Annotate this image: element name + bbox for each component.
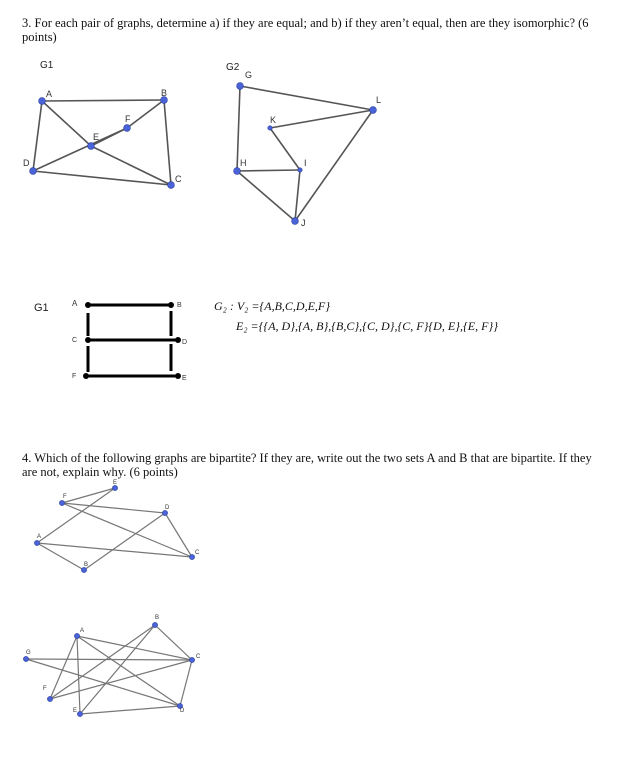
edge-d-c	[165, 513, 192, 557]
edge-k-i	[270, 128, 300, 170]
vertex-label: F	[43, 686, 47, 692]
graph-q4-1	[34, 480, 200, 573]
vertex-label: I	[304, 158, 307, 168]
vertex-f	[83, 373, 89, 379]
vertex-d	[30, 168, 37, 175]
graph-q4-2	[23, 615, 201, 717]
vertex-f	[124, 125, 131, 132]
vertex-label: K	[270, 115, 277, 125]
vertex-g	[237, 83, 244, 90]
vertex-b	[168, 302, 174, 308]
edge-h-j	[237, 171, 295, 221]
vertex-d	[162, 510, 167, 515]
vertex-i	[298, 168, 302, 172]
vertex-c	[168, 182, 175, 189]
edge-e-c	[91, 146, 171, 185]
vertex-g	[23, 656, 28, 661]
edge-l-j	[295, 110, 373, 221]
vertex-label: F	[63, 494, 67, 500]
vertex-e	[88, 143, 95, 150]
vertex-f	[59, 500, 64, 505]
vertex-label: E	[73, 708, 78, 714]
vertex-e	[112, 485, 117, 490]
vertex-label: L	[376, 95, 382, 105]
vertex-c	[85, 337, 91, 343]
edge-b-c	[164, 100, 171, 185]
vertex-c	[189, 657, 194, 662]
vertex-b	[152, 622, 157, 627]
vertex-label: A	[80, 628, 85, 634]
graph-g1-pair1	[23, 88, 182, 188]
edge-b-c	[155, 625, 192, 660]
vertex-label: D	[165, 505, 170, 511]
vertex-label: G	[26, 650, 31, 656]
vertex-label: E	[113, 480, 118, 486]
vertex-set-v2: G₂ : V₂ ={A,B,C,D,E,F}	[214, 299, 331, 313]
edge-d-b	[84, 513, 165, 570]
vertex-label: A	[72, 299, 78, 308]
vertex-label: G	[245, 70, 253, 80]
edge-a-c	[37, 543, 192, 557]
vertex-l	[370, 107, 377, 114]
vertex-label: F	[72, 373, 77, 380]
edge-f-b	[127, 100, 164, 128]
edge-g-l	[240, 86, 373, 110]
vertex-label: A	[37, 534, 42, 540]
edge-a-e	[42, 101, 91, 146]
vertex-label: B	[155, 615, 160, 621]
edge-f-e	[62, 488, 115, 503]
edge-g-c	[26, 659, 192, 660]
vertex-c	[189, 554, 194, 559]
vertex-label: J	[301, 218, 306, 228]
vertex-label: F	[125, 114, 131, 124]
edge-a-d	[33, 101, 42, 171]
graph-g2-label: G2	[226, 62, 240, 73]
edge-set-e2: E₂ ={{A, D},{A, B},{B,C},{C, D},{C, F}{D, E},{E, F}}	[236, 319, 499, 333]
vertex-label: C	[175, 174, 182, 184]
vertex-label: D	[182, 339, 188, 346]
edge-i-j	[295, 170, 300, 221]
vertex-label: C	[195, 550, 200, 556]
edge-f-d	[62, 503, 165, 513]
vertex-label: D	[23, 158, 30, 168]
graph-g1-label-pair2: G1	[34, 302, 49, 314]
vertex-a	[85, 302, 91, 308]
vertex-k	[268, 126, 272, 130]
vertex-a	[39, 98, 46, 105]
edge-l-k	[270, 110, 373, 128]
vertex-label: A	[46, 89, 53, 99]
vertex-j	[292, 218, 299, 225]
graph-g1-pair2	[72, 299, 187, 382]
vertex-label: E	[182, 375, 187, 382]
vertex-label: E	[93, 132, 100, 142]
edge-h-i	[237, 170, 300, 171]
graph-g1-label: G1	[40, 60, 54, 71]
graph-g2-pair1	[234, 70, 381, 228]
vertex-a	[74, 633, 79, 638]
vertex-label: D	[180, 708, 185, 714]
vertex-label: B	[177, 302, 182, 309]
vertex-label: H	[240, 158, 247, 168]
vertex-e	[77, 711, 82, 716]
edge-d-c	[33, 171, 171, 185]
vertex-b	[81, 567, 86, 572]
question-3-text: 3. For each pair of graphs, determine a) if they are equal; and b) if they aren’t equal, then are they isomorphic? (6 points)	[22, 16, 589, 44]
vertex-label: C	[72, 337, 78, 344]
vertex-h	[234, 168, 241, 175]
edge-e-a	[37, 488, 115, 543]
vertex-label: B	[84, 562, 89, 568]
vertex-a	[34, 540, 39, 545]
edge-a-b	[42, 100, 164, 101]
edge-f-d	[33, 128, 127, 171]
question-4-text: 4. Which of the following graphs are bipartite? If they are, write out the two sets A and B that are bipartite. If they are not, explain why. (6 points)	[22, 451, 592, 479]
vertex-label: C	[196, 654, 201, 660]
vertex-label: B	[161, 88, 168, 98]
edge-c-d	[180, 660, 192, 706]
vertex-d	[175, 337, 181, 343]
vertex-f	[47, 696, 52, 701]
edge-e-d	[80, 706, 180, 714]
vertex-e	[175, 373, 181, 379]
